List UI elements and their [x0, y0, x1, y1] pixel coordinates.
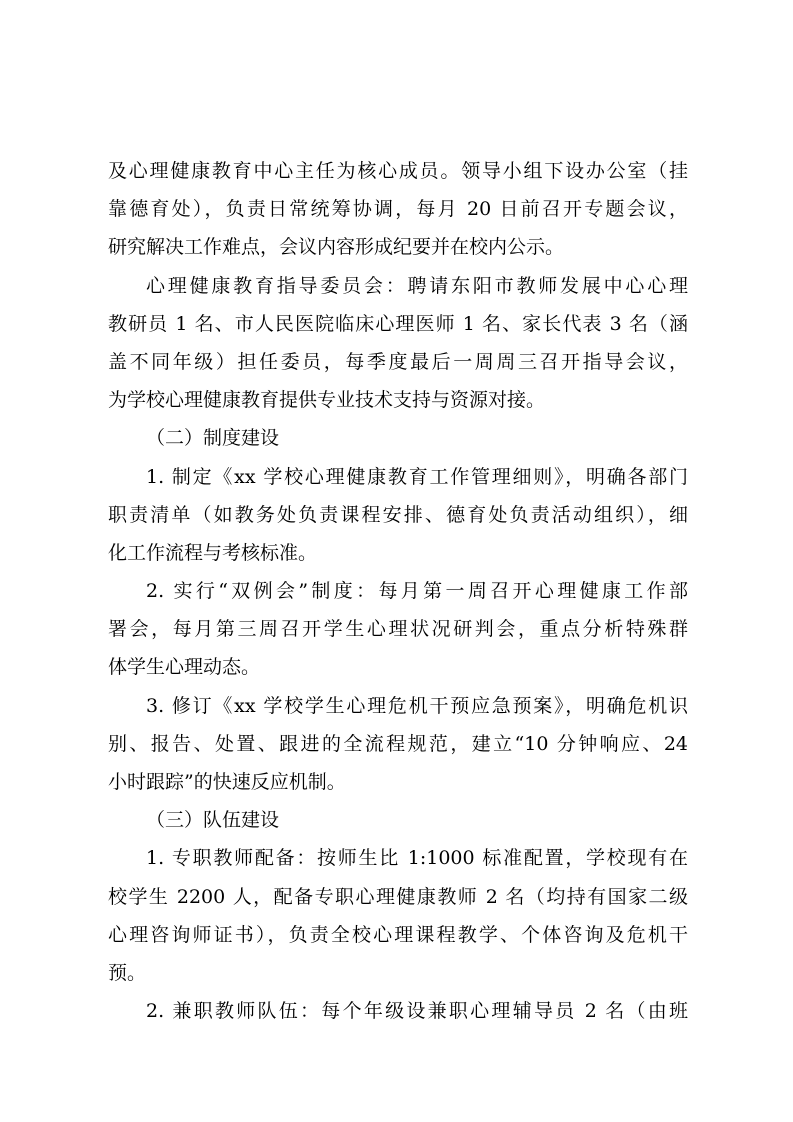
paragraph-line: 为学校心理健康教育提供专业技术支持与资源对接。 — [108, 389, 546, 412]
paragraph-line: 署会，每月第三周召开学生心理状况研判会，重点分析特殊群 — [108, 618, 688, 641]
paragraph-line: 体学生心理动态。 — [108, 656, 261, 679]
paragraph-line: 职责清单（如教务处负责课程安排、德育处负责活动组织），细 — [108, 503, 688, 526]
paragraph-line: 及心理健康教育中心主任为核心成员。领导小组下设办公室（挂 — [108, 160, 688, 182]
paragraph-line: 小时跟踪”的快速反应机制。 — [108, 771, 346, 793]
paragraph-line: 3. 修订《xx 学校学生心理危机干预应急预案》，明确危机识 — [146, 694, 688, 717]
paragraph-line: 心理咨询师证书），负责全校心理课程教学、个体咨询及危机干 — [108, 923, 688, 946]
paragraph-line: 别、报告、处置、跟进的全流程规范，建立“10 分钟响应、24 — [108, 732, 688, 755]
paragraph-line: 2. 兼职教师队伍：每个年级设兼职心理辅导员 2 名（由班 — [146, 1000, 688, 1023]
paragraph-line: 2. 实行“双例会”制度：每月第一周召开心理健康工作部 — [146, 580, 688, 603]
paragraph-line: 校学生 2200 人，配备专职心理健康教师 2 名（均持有国家二级 — [108, 885, 688, 908]
section-heading: （三）队伍建设 — [146, 809, 280, 832]
paragraph-line: 预。 — [108, 961, 147, 984]
paragraph-line: 心理健康教育指导委员会：聘请东阳市教师发展中心心理 — [146, 274, 688, 297]
paragraph-line: 盖不同年级）担任委员，每季度最后一周周三召开指导会议， — [108, 350, 688, 373]
section-heading: （二）制度建设 — [146, 427, 280, 450]
paragraph-line: 1. 制定《xx 学校心理健康教育工作管理细则》，明确各部门 — [146, 465, 688, 488]
paragraph-line: 靠德育处），负责日常统筹协调，每月 20 日前召开专题会议， — [108, 198, 688, 221]
paragraph-line: 1. 专职教师配备：按师生比 1:1000 标准配置，学校现有在 — [146, 847, 688, 870]
paragraph-line: 教研员 1 名、市人民医院临床心理医师 1 名、家长代表 3 名（涵 — [108, 312, 688, 335]
paragraph-line: 化工作流程与考核标准。 — [108, 541, 318, 564]
document-body — [108, 152, 688, 1030]
paragraph-line: 研究解决工作难点，会议内容形成纪要并在校内公示。 — [108, 236, 565, 259]
